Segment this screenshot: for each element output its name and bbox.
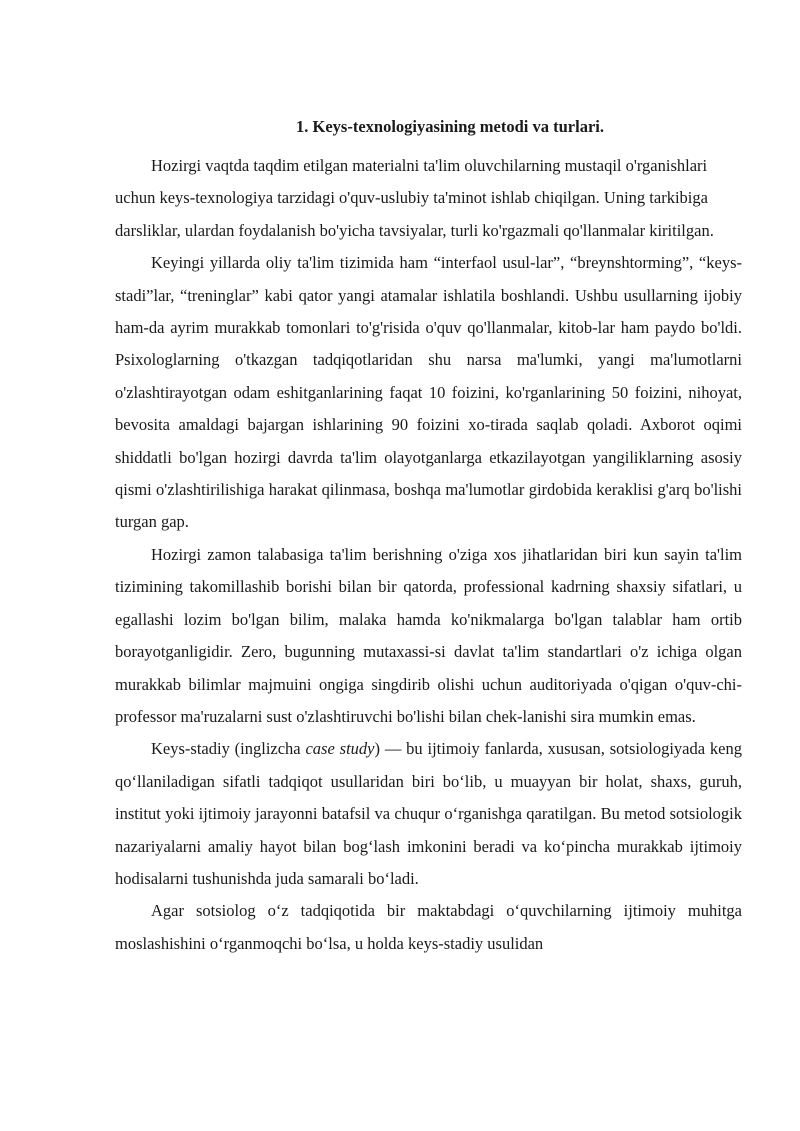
paragraph-5: Agar sotsiolog o‘z tadqiqotida bir maktabdagi o‘quvchilarning ijtimoiy muhitga moslashishini o‘rganmoqchi bo‘lsa, u holda keys-stadiy usulidan <box>115 901 742 953</box>
paragraph-1: Hozirgi vaqtda taqdim etilgan materialni ta'lim oluvchilarning mustaqil o'rganishlari uchun keys-texnologiya tarzidagi o'quv-uslubiy ta'minot ishlab chiqilgan. Uning tarkibiga darsliklar, ulardan foydalanish bo'yicha tavsiyalar, turli ko'rgazmali qo'llanmalar kiritilgan. <box>115 156 714 240</box>
paragraph-2: Keyingi yillarda oliy ta'lim tizimida ham “interfaol usul-lar”, “breynshtorming”, “keys-stadi”lar, “treninglar” kabi qator yangi atamalar ishlatila boshlandi. Ushbu usullarning ijobiy ham-da ayrim murakkab tomonlari to'g'risida o'quv qo'llanmalar, kitob-lar ham paydo bo'ldi. Psixologlarning o'tkazgan tadqiqotlaridan shu narsa ma'lumki, yangi ma'lumotlarni o'zlashtirayotgan odam eshitganlarining faqat 10 foizini, ko'rganlarining 50 foizini, nihoyat, bevosita amaldagi bajargan ishlarining 90 foizini xo-tirada saqlab qoladi. Axborot oqimi shiddatli bo'lgan hozirgi davrda ta'lim olayotganlarga etkazilayotgan yangiliklarning asosiy qismi o'zlashtirilishiga harakat qilinmasa, boshqa ma'lumotlar girdobida keraklisi g'arq bo'lishi turgan gap. <box>115 253 742 532</box>
paragraph-4-rest: ) — bu ijtimoiy fanlarda, xususan, sotsiologiyada keng qo‘llaniladigan sifatli tadqiqot usullaridan biri bo‘lib, u muayyan bir holat, shaxs, guruh, institut yoki ijtimoiy jarayonni batafsil va chuqur o‘rganishga qaratilgan. Bu metod sotsiologik nazariyalarni amaliy hayot bilan bog‘lash imkonini beradi va ko‘pincha murakkab ijtimoiy hodisalarni tushunishda juda samarali bo‘ladi. <box>115 739 742 888</box>
section-title: 1. Keys-texnologiyasining metodi va turlari. <box>296 117 604 136</box>
document-body <box>115 150 742 960</box>
paragraph-4-start: Keys-stadiy (inglizcha <box>151 739 306 759</box>
paragraph-3: Hozirgi zamon talabasiga ta'lim berishning o'ziga xos jihatlaridan biri kun sayin ta'lim tizimining takomillashib borishi bilan bir qatorda, professional kadrning shaxsiy sifatlari, u egallashi lozim bo'lgan bilim, malaka hamda ko'nikmalarga bo'lgan talablar ham ortib borayotganligidir. Zero, bugunning mutaxassi-si davlat ta'lim standartlari o'z ichiga olgan murakkab bilimlar majmuini ongiga singdirib olishi uchun auditoriyada o'qigan o'quv-chi-professor ma'ruzalarni sust o'zlashtiruvchi bo'lishi bilan chek-lanishi sira mumkin emas. <box>115 544 742 726</box>
case-study-term: case study <box>305 739 375 759</box>
paragraph-4 <box>115 733 742 895</box>
